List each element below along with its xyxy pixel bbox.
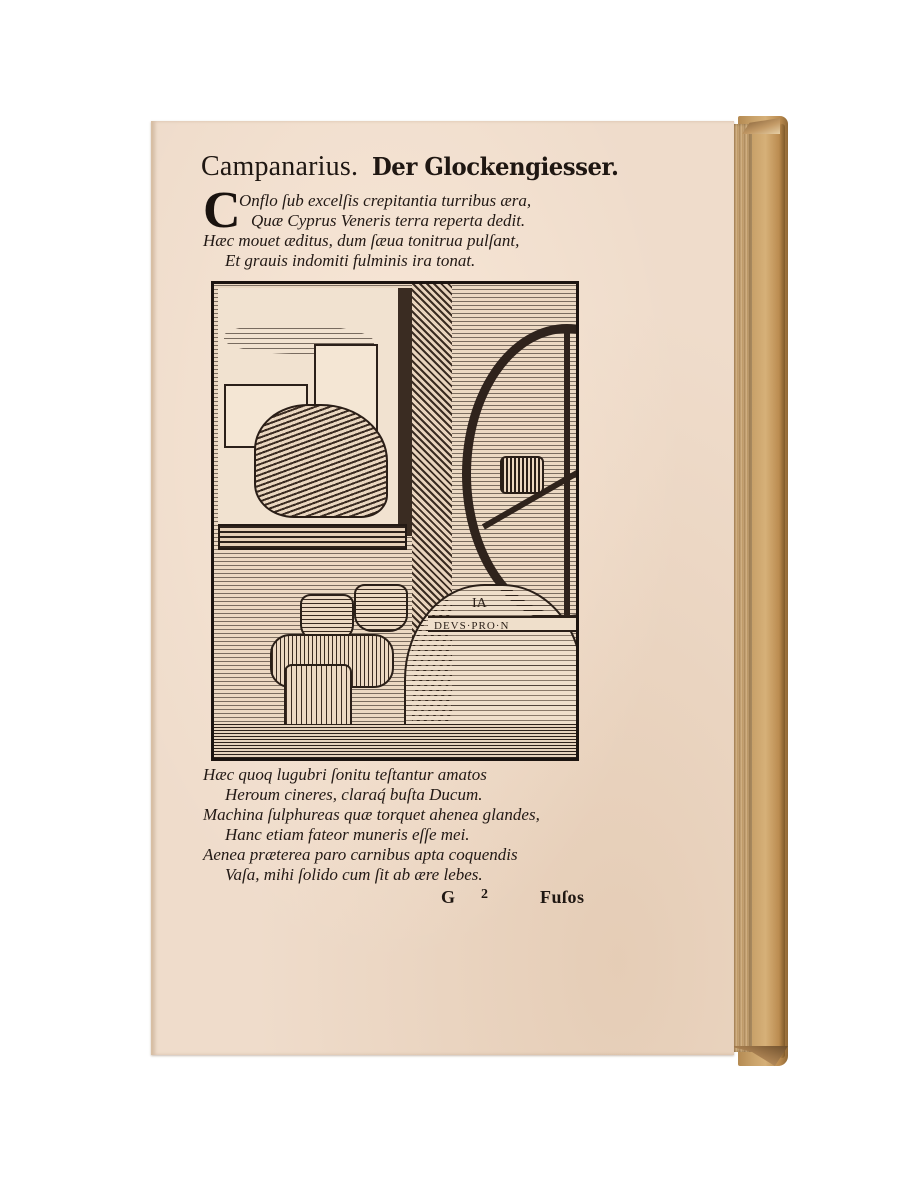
verse-line: Hanc etiam fateor muneris eſſe mei. [225, 825, 470, 844]
verse-line: Machina ſulphureas quæ torquet ahenea glandes, [203, 805, 540, 824]
verse-top [203, 182, 532, 271]
signature-number: 2 [481, 887, 489, 902]
bell-inscription-band: DEVS·PRO·N [428, 616, 578, 632]
floor [214, 724, 576, 758]
verse-line: Hæc quoq lugubri ſonitu teſtantur amatos [203, 765, 487, 784]
signature-mark: G [441, 887, 456, 907]
page-heading [201, 151, 632, 183]
woodcut-illustration [211, 281, 579, 761]
workbench [218, 524, 407, 550]
pot [354, 584, 408, 632]
verse-line: Et grauis indomiti fulminis ira tonat. [225, 251, 476, 270]
verse-line: Aenea præterea paro carnibus apta coquendis [203, 845, 518, 864]
verse-bottom [203, 765, 540, 885]
wheel-hub [500, 456, 544, 494]
catchword: Fuſos [540, 887, 585, 907]
title-latin: Campanarius. [201, 151, 359, 182]
bell-founder-figure [254, 404, 388, 518]
title-german: Der Glockengiesser. [372, 152, 619, 181]
bell-inscription-top: IA [472, 596, 487, 611]
verse-line: Hæc mouet æditus, dum ſæua tonitrua pulſant, [203, 231, 520, 250]
verse-line: Onflo ſub excelſis crepitantia turribus æra, [239, 191, 532, 210]
verse-line: Heroum cineres, claraq́ buſta Ducum. [225, 785, 483, 804]
verse-line: Vaſa, mihi ſolido cum ſit ab ære lebes. [225, 865, 483, 884]
signature-line [441, 887, 585, 908]
book-page [151, 121, 734, 1055]
drop-cap: C [203, 182, 241, 239]
verse-line: Quæ Cyprus Veneris terra reperta dedit. [251, 211, 526, 230]
